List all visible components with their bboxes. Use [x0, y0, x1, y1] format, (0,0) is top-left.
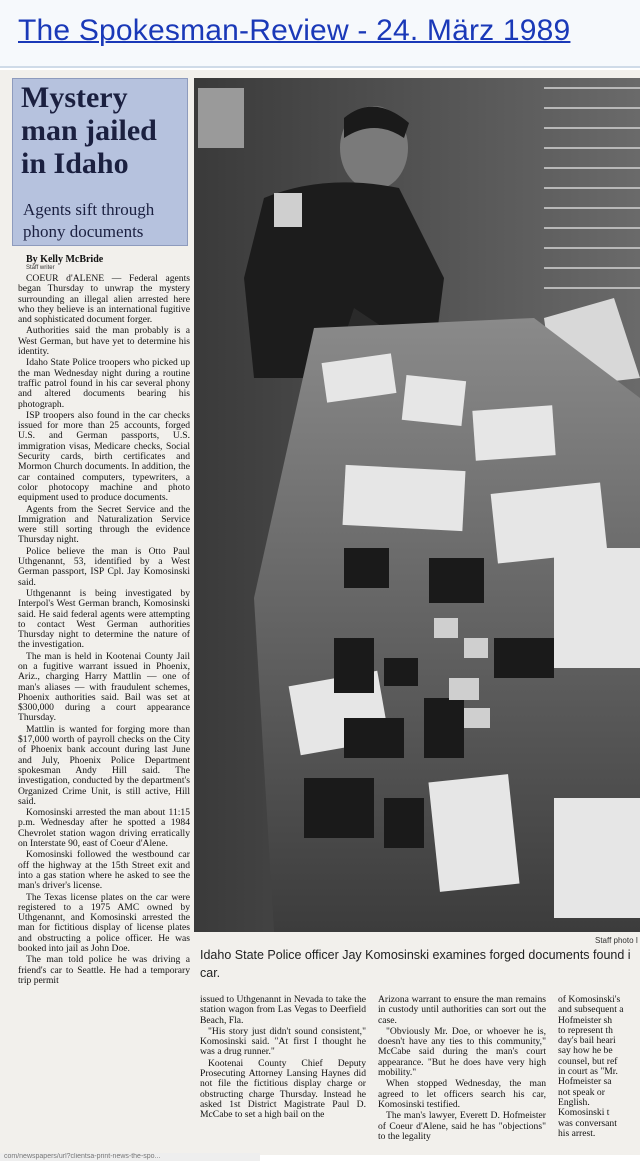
paragraph: Mattlin is wanted for forging more than $17,000 worth of payroll checks on the City of Phoenix bank account during last June and July, Phoenix Police Department spokesman Andy Hill said. The investigation, conducted by the department's Organized Crime Unit, is still active, Hill said.: [18, 723, 190, 807]
article-column-1: [18, 274, 190, 1134]
text-line: Hofmeister sa: [558, 1076, 612, 1088]
news-photo: [194, 78, 640, 932]
paragraph: Arizona warrant to ensure the man remains in custody until authorities can sort out the case.: [378, 995, 546, 1026]
headline-box: [12, 78, 188, 246]
byline-role: Staff writer: [26, 265, 55, 271]
paragraph: Komosinski arrested the man about 11:15 p.m. Wednesday after he spotted a 1984 Chevrolet station wagon driving erratically on Interstate 90, east of Coeur d'Alene.: [18, 807, 190, 850]
paragraph: "His story just didn't sound consistent," Komosinski said. "At first I thought he was a drug runner.": [200, 1025, 366, 1058]
photo-credit: Staff photo I: [595, 936, 638, 945]
byline: By Kelly McBride: [26, 254, 104, 265]
article-column-3: [378, 995, 546, 1155]
headline: Mystery man jailed in Idaho: [21, 81, 157, 180]
text-line: Komosinski t: [558, 1107, 610, 1119]
subheadline: Agents sift through phony documents: [23, 200, 155, 241]
paragraph: Komosinski followed the westbound car off the highway at the 15th Street exit and into a gas station where he asked to see the man's driver's license.: [18, 849, 190, 892]
paragraph: The man told police he was driving a friend's car to Seattle. He had a temporary trip permit: [18, 954, 190, 986]
paragraph: The man's lawyer, Everett D. Hofmeister of Coeur d'Alene, said he has "objections" to the legality: [378, 1110, 546, 1142]
paragraph: COEUR d'ALENE — Federal agents began Thursday to unwrap the mystery surrounding an illegal alien arrested here who they believe is an international fugitive and sophisticated document forger.: [18, 274, 190, 326]
photo-illustration: [194, 78, 640, 932]
text-line: of Komosinski's: [558, 995, 621, 1005]
page-header: [0, 0, 640, 68]
article-column-4: [558, 995, 640, 1155]
paragraph: Police believe the man is Otto Paul Uthgenannt, 53, identified by a West German passport, ISP Cpl. Jay Komosinski said.: [18, 545, 190, 588]
text-line: his arrest.: [558, 1127, 596, 1139]
paragraph: When stopped Wednesday, the man agreed to let officers search his car, Komosinski testified.: [378, 1078, 546, 1110]
paragraph: Idaho State Police troopers who picked up the man Wednesday night during a routine traffic patrol found in his car several phony and altered documents bearing his photograph.: [18, 357, 190, 410]
status-url: com/newspapers/url?clientsa-print-news-the-spo...: [0, 1153, 260, 1161]
paragraph: The man is held in Kootenai County Jail on a fugitive warrant issued in Phoenix, Ariz., charging Harry Mattlin — one of man's aliases — with fraudulent schemes, Phoenix authorities said. Bail was set at $300,000 during a court appearance Thursday.: [18, 650, 190, 724]
photo-caption: Idaho State Police officer Jay Komosinski examines forged documents found i car.: [200, 948, 631, 980]
text-line: to represent th: [558, 1024, 613, 1036]
paragraph: ISP troopers also found in the car checks issued for more than 25 accounts, forged U.S. and German passports, U.S. immigration visas, Medicare checks, Social Security cards, birth certificates and Mormon Church documents. In addition, the car contained computers, typewriters, a color photocopy machine and photo equipment used to produce documents.: [18, 409, 190, 504]
text-line: Hofmeister sh: [558, 1014, 613, 1026]
page-title-link[interactable]: The Spokesman-Review - 24. März 1989: [18, 14, 571, 47]
paragraph: issued to Uthgenannt in Nevada to take the station wagon from Las Vegas to Deerfield Beach, Fla.: [200, 995, 366, 1026]
text-line: counsel, but ref: [558, 1055, 618, 1067]
paragraph: Kootenai County Chief Deputy Prosecuting Attorney Lansing Haynes did not file the fictitious display charge or obstructing charge Thursday. Instead he asked 1st District Magistrate Paul D. McCabe to set a high bail on the: [200, 1057, 366, 1121]
text-line: and subsequent a: [558, 1004, 624, 1016]
text-line: say how he be: [558, 1045, 613, 1057]
paragraph: Agents from the Secret Service and the Immigration and Naturalization Service were still sorting through the evidence Thursday night.: [18, 503, 190, 546]
paragraph: "Obviously Mr. Doe, or whoever he is, doesn't have any ties to this community," McCabe said during the man's court appearance. "But he does have very high mobility.": [378, 1025, 546, 1079]
text-line: in court as "Mr.: [558, 1066, 618, 1078]
article-column-2: [200, 995, 366, 1155]
paragraph: Authorities said the man probably is a West German, but have yet to determine his identity.: [18, 325, 190, 358]
text-line: was conversant: [558, 1117, 617, 1129]
text-line: not speak or: [558, 1086, 605, 1098]
text-line: day's bail heari: [558, 1035, 616, 1047]
paragraph: Uthgenannt is being investigated by Interpol's West German branch, Komosinski said. He said federal agents were attempting to contact West German authorities Thursday night to determine the nature of the investigation.: [18, 587, 190, 651]
text-line: English.: [558, 1096, 590, 1108]
paragraph: The Texas license plates on the car were registered to a 1975 AMC owned by Uthgenannt, and Komosinski arrested the man for fictitious display of license plates and obstructing a police officer. He was booked into jail as John Doe.: [18, 891, 190, 954]
newspaper-clipping: [0, 70, 640, 1155]
